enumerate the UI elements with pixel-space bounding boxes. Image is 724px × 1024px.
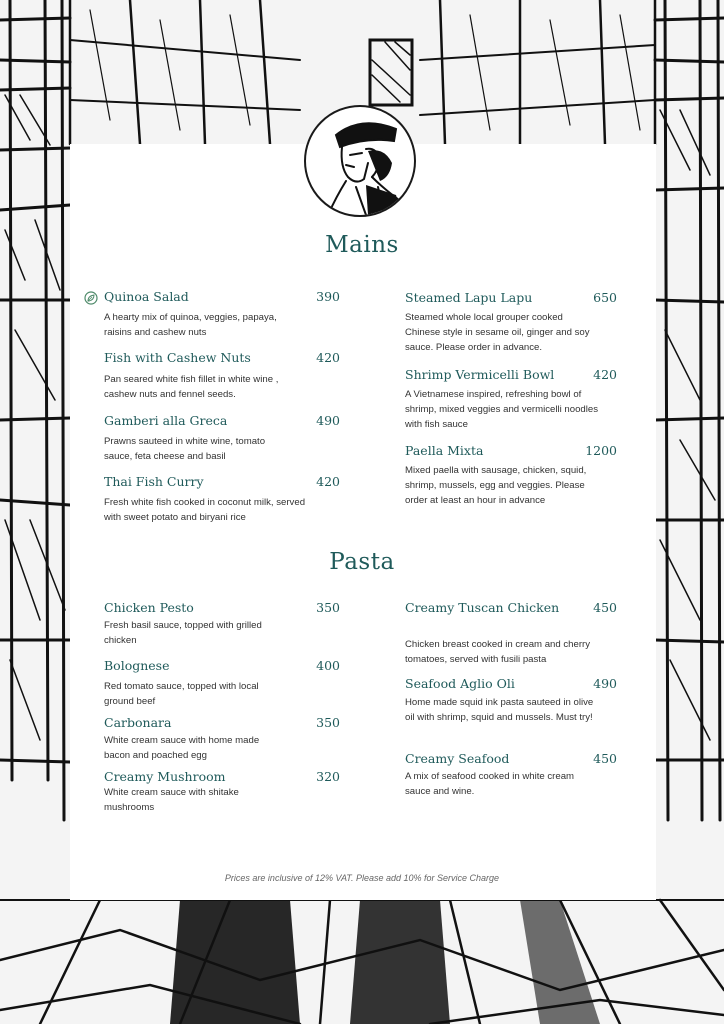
item-description: A Vietnamese inspired, refreshing bowl of shrimp, mixed veggies and vermicelli noodles with fish sauce [405, 389, 599, 430]
item-description: Red tomato sauce, topped with local ground beef [104, 681, 259, 707]
item-name: Shrimp Vermicelli Bowl [405, 367, 555, 382]
item-name: Thai Fish Curry [104, 474, 204, 489]
item-price: 1200 [585, 443, 617, 458]
sailor-portrait-logo [304, 105, 416, 217]
item-price: 650 [593, 290, 617, 305]
price-footnote: Prices are inclusive of 12% VAT. Please add 10% for Service Charge [224, 873, 500, 883]
item-name: Gamberi alla Greca [104, 413, 228, 428]
item-description: Prawns sauteed in white wine, tomato sauce, feta cheese and basil [104, 436, 266, 462]
item-price: 490 [593, 676, 617, 691]
item-description: Steamed whole local grouper cooked Chinese style in sesame oil, ginger and soy sauce. Please order in advance. [405, 312, 590, 353]
item-name: Quinoa Salad [104, 289, 189, 304]
item-price: 400 [316, 658, 340, 673]
item-name: Carbonara [104, 715, 172, 730]
item-name: Chicken Pesto [104, 600, 194, 615]
item-description: White cream sauce with shitake mushrooms [104, 787, 239, 813]
pasta-title: Pasta [329, 549, 395, 575]
item-name: Creamy Mushroom [104, 769, 226, 784]
item-name: Steamed Lapu Lapu [405, 290, 533, 305]
item-price: 420 [593, 367, 617, 382]
item-price: 350 [316, 715, 340, 730]
item-price: 320 [316, 769, 340, 784]
item-price: 420 [316, 350, 340, 365]
leaf-icon [84, 291, 98, 305]
item-description: A mix of seafood cooked in white cream sauce and wine. [405, 771, 575, 797]
item-name: Bolognese [104, 658, 170, 673]
item-price: 390 [316, 289, 340, 304]
mains-title: Mains [325, 232, 399, 258]
item-description: Pan seared white fish fillet in white wine , cashew nuts and fennel seeds. [104, 374, 279, 400]
item-name: Paella Mixta [405, 443, 484, 458]
item-price: 450 [593, 751, 617, 766]
item-description: Mixed paella with sausage, chicken, squid, shrimp, mussels, egg and veggies. Please order at least an hour in advance [405, 465, 587, 506]
item-description: Chicken breast cooked in cream and cherry tomatoes, served with fusili pasta [405, 639, 591, 665]
item-description: Fresh white fish cooked in coconut milk, served with sweet potato and biryani rice [104, 497, 306, 523]
item-description: Home made squid ink pasta sauteed in olive oil with shrimp, squid and mussels. Must try! [405, 697, 594, 723]
item-description: A hearty mix of quinoa, veggies, papaya, raisins and cashew nuts [104, 312, 277, 338]
item-description: Fresh basil sauce, topped with grilled chicken [104, 620, 262, 646]
item-name: Creamy Seafood [405, 751, 510, 766]
item-price: 490 [316, 413, 340, 428]
item-name: Seafood Aglio Oli [405, 676, 515, 691]
item-price: 450 [593, 600, 617, 615]
item-description: White cream sauce with home made bacon and poached egg [104, 735, 260, 761]
item-price: 420 [316, 474, 340, 489]
item-name: Fish with Cashew Nuts [104, 350, 251, 365]
item-name: Creamy Tuscan Chicken [405, 600, 560, 615]
item-price: 350 [316, 600, 340, 615]
